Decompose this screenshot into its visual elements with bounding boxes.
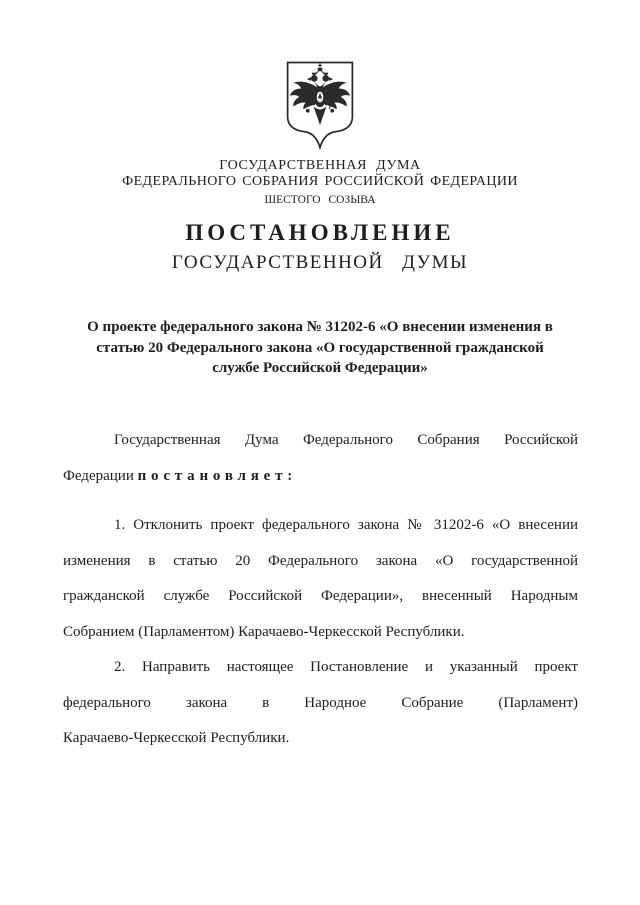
document-subject — [60, 317, 580, 379]
resolution-item-2 — [63, 650, 578, 757]
item-1-line-2: изменения в статью 20 Федерального закона «О государственной — [63, 552, 578, 569]
intro-paragraph — [63, 423, 578, 494]
org-name-line: ГОСУДАРСТВЕННАЯ ДУМА — [219, 158, 421, 173]
item-1-line-3: гражданской службе Российской Федерации», внесенный Народным — [63, 588, 578, 604]
subject-line-1: О проекте федерального закона № 31202-6 «О внесении изменения в — [87, 319, 553, 335]
org-parent-line: ФЕДЕРАЛЬНОГО СОБРАНИЯ РОССИЙСКОЙ ФЕДЕРАЦИИ — [122, 174, 518, 189]
document-issuer-heading: ГОСУДАРСТВЕННОЙ ДУМЫ — [171, 252, 469, 273]
item-2-line-3: Карачаево-Черкесской Республики. — [63, 730, 290, 746]
item-2-line-2: федерального закона в Народное Собрание (Парламент) — [63, 694, 578, 711]
document-body — [63, 423, 578, 757]
intro-line-2 — [63, 459, 578, 495]
item-2-line-1: 2. Направить настоящее Постановление и указанный проект — [114, 659, 578, 675]
document-type-heading: ПОСТАНОВЛЕНИЕ — [185, 220, 455, 245]
convocation-line: ШЕСТОГО СОЗЫВА — [264, 194, 376, 206]
subject-line-2: статью 20 Федерального закона «О государственной гражданской — [96, 339, 544, 356]
resolves-emphasis: постановляет: — [137, 467, 298, 484]
intro-line-2-prefix: Федерации — [63, 467, 134, 484]
item-1-line-1: 1. Отклонить проект федерального закона № 31202-6 «О внесении — [114, 517, 578, 533]
resolution-item-1 — [63, 508, 578, 650]
org-header — [0, 158, 640, 208]
russia-coat-of-arms-icon — [284, 60, 356, 150]
subject-line-3: службе Российской Федерации» — [212, 360, 428, 376]
item-1-line-4: Собранием (Парламентом) Карачаево-Черкесской Республики. — [63, 623, 465, 640]
intro-line-1: Государственная Дума Федерального Собрания Российской — [114, 432, 578, 448]
